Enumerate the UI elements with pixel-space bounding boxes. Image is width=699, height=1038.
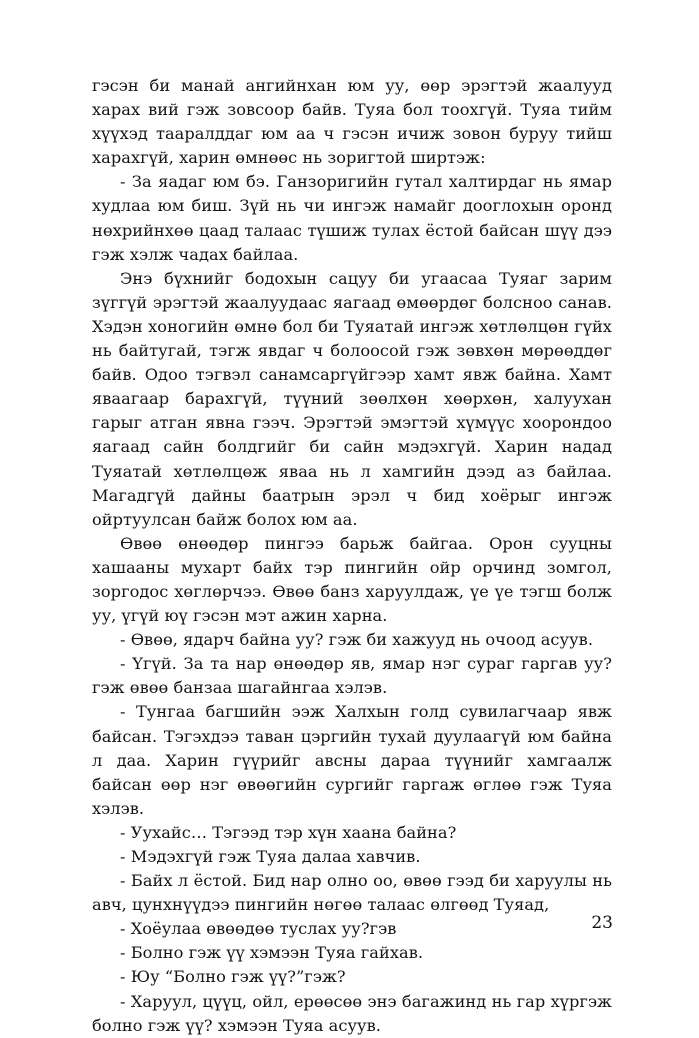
paragraph: - Өвөө, ядарч байна уу? гэж би хажууд нь очоод асуув. <box>120 630 594 650</box>
paragraph: - Болно гэж үү хэмээн Туяа гайхав. <box>120 943 424 963</box>
paragraph: - Байх л ёстой. Бид нар олно оо, өвөө гээд би харуулы нь авч, цунхнүүдээ пингийн нөгөө талаас өлгөөд Туяад, <box>92 871 612 915</box>
page-number: 23 <box>591 913 613 933</box>
paragraph: - Юу “Болно гэж үү?”гэж? <box>120 967 346 987</box>
paragraph: - Мэдэхгүй гэж Туяа далаа хавчив. <box>120 847 421 866</box>
paragraph: - Харуул, цүүц, ойл, ерөөсөө энэ багажинд нь гар хүргэж болно гэж үү? хэмээн Туяа асуув. <box>92 991 612 1035</box>
paragraph: Энэ бүхнийг бодохын сацуу би угаасаа Туяаг зарим зүггүй эрэгтэй жаалуудаас яагаад өмөөрдөг болсноо санав. Хэдэн хоногийн өмнө бол би Туяатай ингэж хөтлөлцөн гүйх нь байтугай, тэгж явдаг ч болоосой гэж зөвхөн мөрөөддөг байв. Одоо тэгвэл санамсаргүйгээр хамт явж байна. Хамт яваагаар барахгүй, түүний зөөлхөн хөөрхөн, халуухан гарыг атган явна гээч. Эрэгтэй эмэгтэй хүмүүс хоорондоо яагаад сайн болдгийг би сайн мэдэхгүй. Харин надад Туяатай хөтлөлцөж явaa нь л хамгийн дээд аз байлаа. Магадгүй дайны баатрын эрэл ч бид хоёрыг ингэж ойртуулсан байж болох юм аа. <box>92 268 612 529</box>
paragraph: - Үгүй. За та нар өнөөдөр яв, ямар нэг сураг гаргав уу? гэж өвөө банзаа шагайнгаа хэлэв. <box>92 654 612 698</box>
paragraph: - Уухайс… Тэгээд тэр хүн хаана байна? <box>120 822 457 842</box>
paragraph: Өвөө өнөөдөр пингээ барьж байгаа. Орон сууцны хашааны мухарт байх тэр пингийн ойр орчинд зомгол, зоргодос хөглөрчээ. Өвөө банз харуулдаж, үе үе тэгш болж уу, үгүй юү гэсэн мэт ажин харна. <box>92 533 612 626</box>
paragraph: - Тунгаа багшийн ээж Халхын голд сувилагчаар явж байсан. Тэгэхдээ таван цэргийн тухай дуулаагүй юм байна л даа. Харин гүүрийг авсны дараа түүнийг хамгаалж байсан өөр нэг өвөөгийн сургийг гаргаж өглөө гэж Туяа хэлэв. <box>92 702 612 818</box>
paragraph: - Хоёулаа өвөөдөө туслах уу?гэв <box>120 919 397 939</box>
paragraph: гэсэн би манай ангийнхан юм уу, өөр эрэгтэй жаалууд харах вий гэж зовсоор байв. Туяа бол тоохгүй. Туяа тийм хүүхэд тааралддаг юм аа ч гэсэн ичиж зовон буруу тийш харахгүй, харин өмнөөс нь зоригтой ширтэж: <box>92 76 612 168</box>
paragraph: - За яадаг юм бэ. Ганзоригийн гутал халтирдаг нь ямар худлаа юм биш. Зүй нь чи ингэж намайг дооглохын оронд нөхрийнхөө цаад талаас түшиж тулах ёстой байсан шүү дээ гэж хэлж чадах байлаа. <box>92 172 612 264</box>
body-text <box>92 74 612 1038</box>
